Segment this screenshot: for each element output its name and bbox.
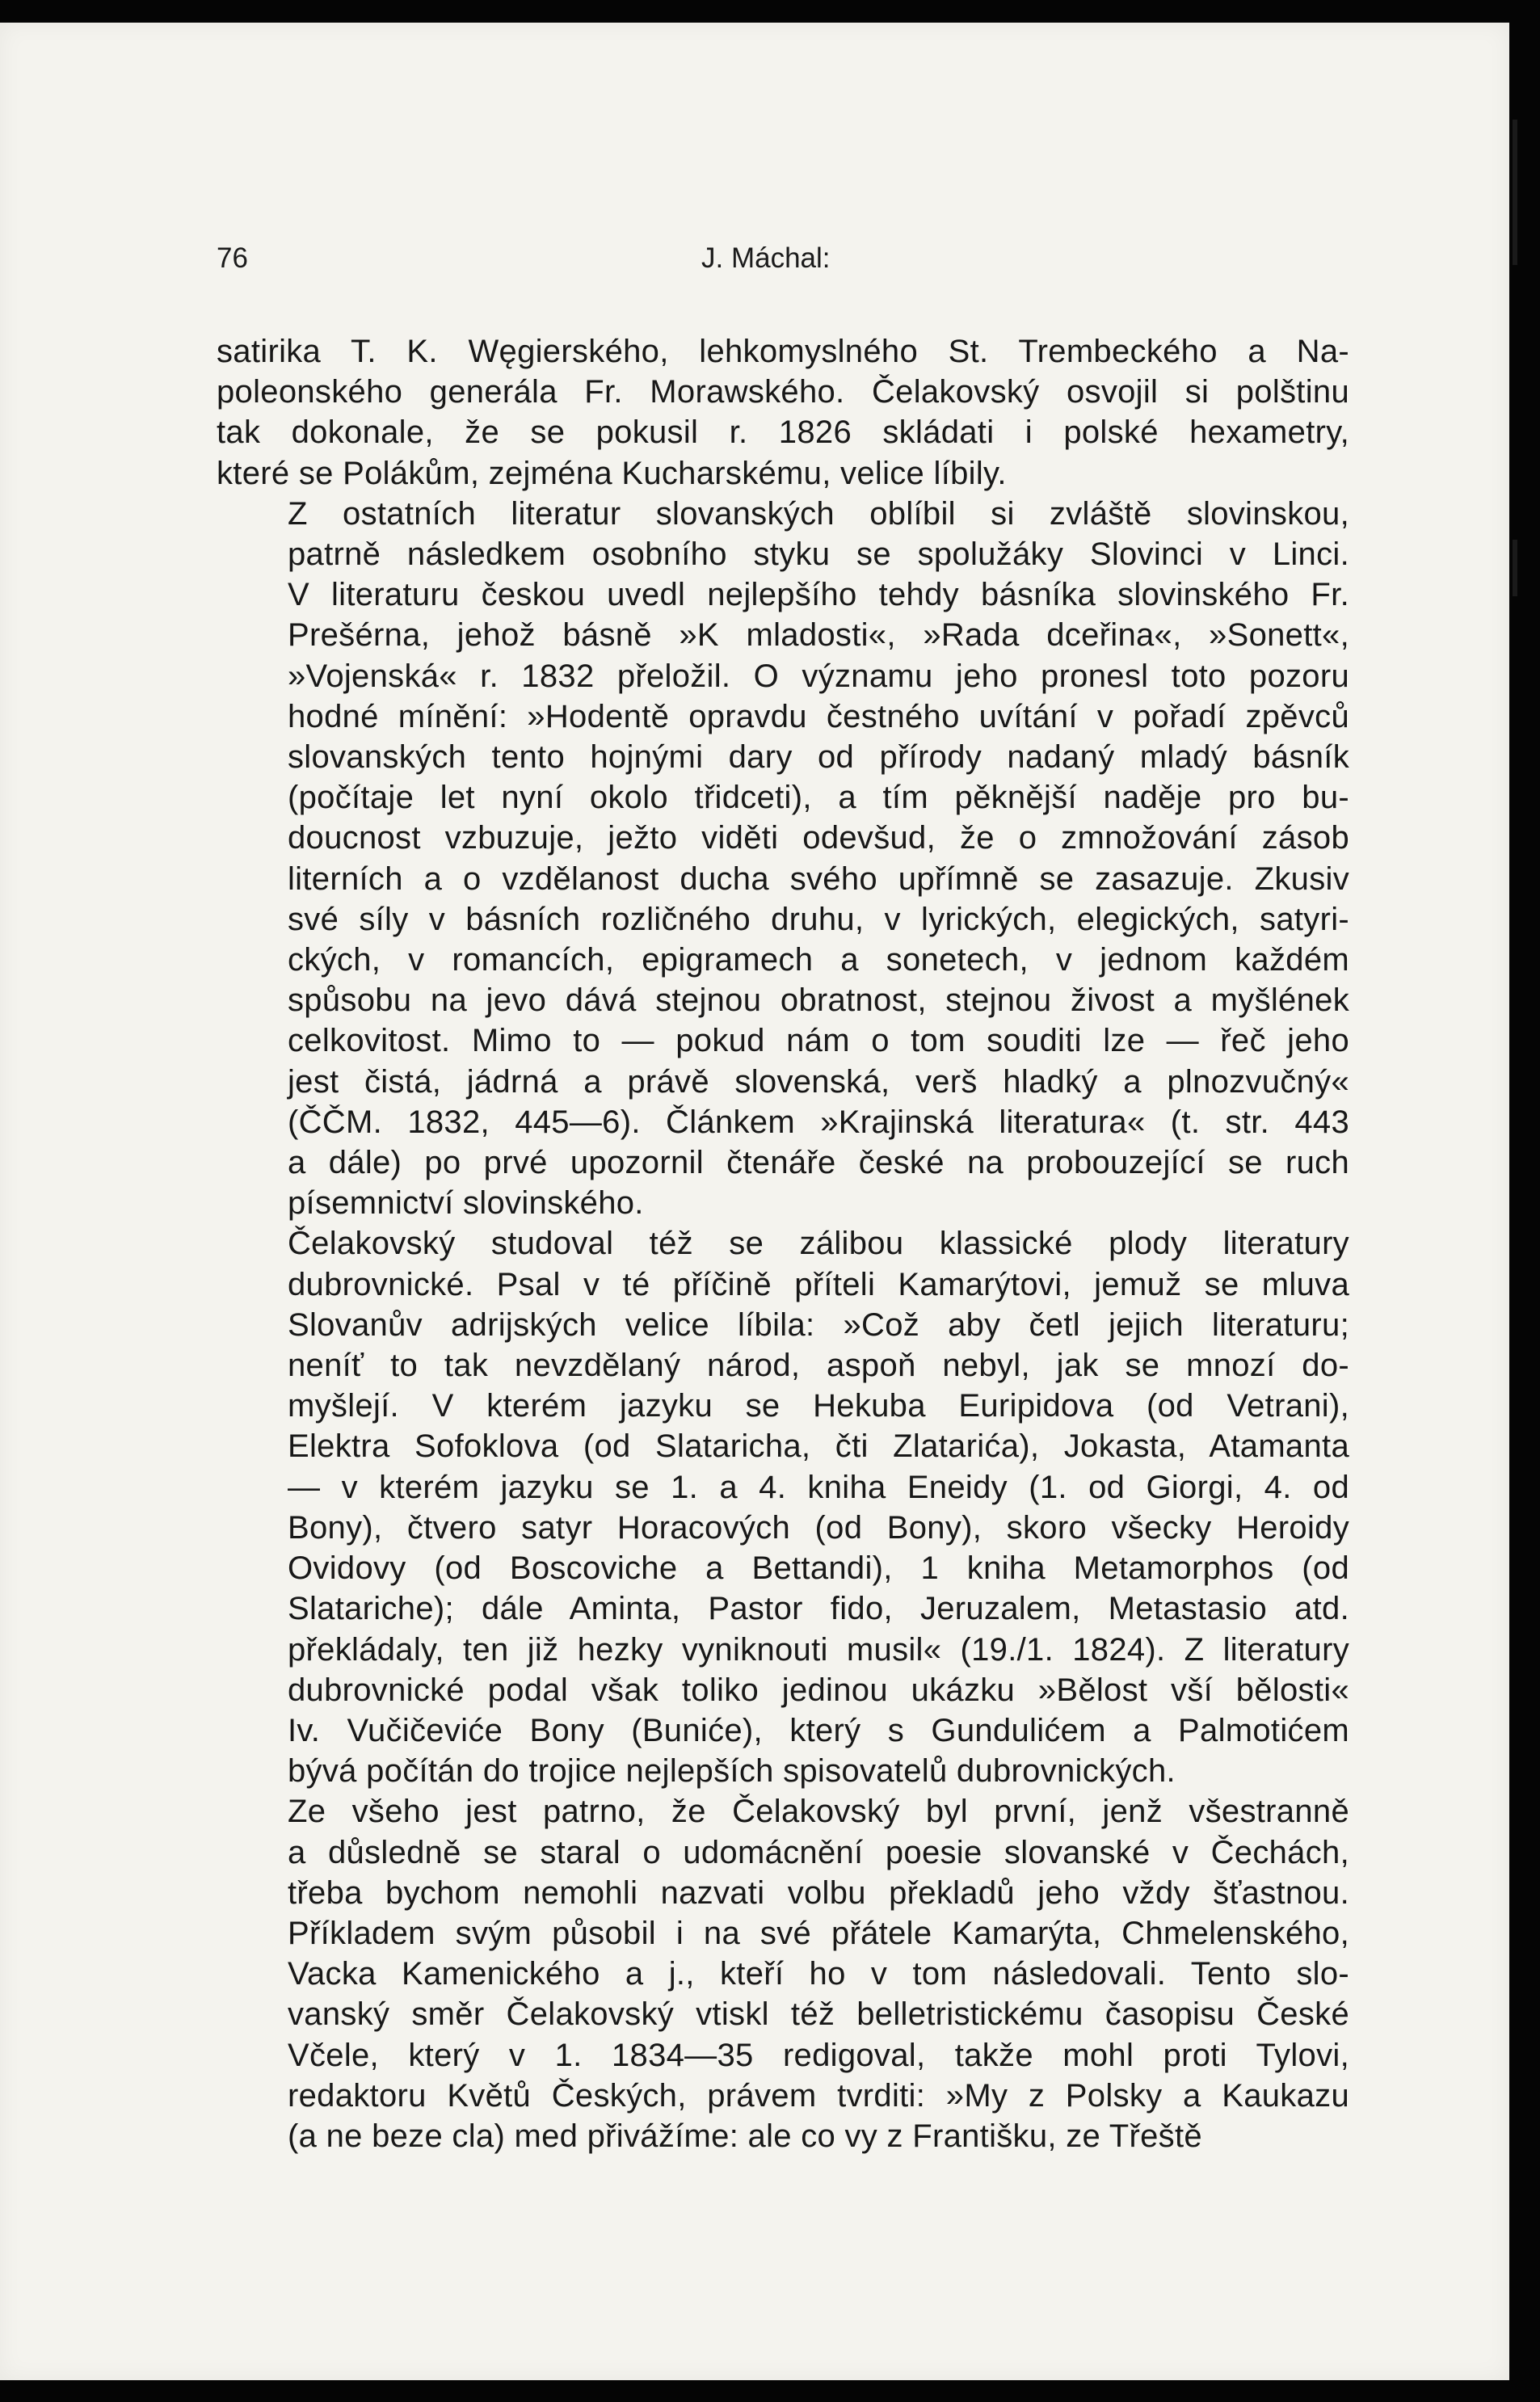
text-line: Příkladem svým působil i na své přátele Kamarýta, Chmelenského, (288, 1915, 1349, 1951)
text-line: myšlejí. V kterém jazyku se Hekuba Euripidova (od Vetrani), (288, 1388, 1349, 1424)
text-line: Vacka Kamenického a j., kteří ho v tom následovali. Tento slo- (288, 1956, 1349, 1992)
text-line: Elektra Sofoklova (od Slataricha, čti Zlatarića), Jokasta, Atamanta (288, 1428, 1349, 1465)
text-line: poleonského generála Fr. Morawského. Čelakovský osvojil si polštinu (217, 374, 1349, 410)
text-line: tak dokonale, že se pokusil r. 1826 skládati i polské hexametry, (217, 414, 1349, 451)
text-line: Iv. Vučičeviće Bony (Buniće), který s Gundulićem a Palmotićem (288, 1712, 1349, 1748)
book-page (0, 23, 1509, 2380)
page-number: 76 (217, 242, 248, 274)
text-line: hodné mínění: »Hodentě opravdu čestného uvítání v pořadí zpěvců (288, 698, 1349, 734)
text-line: Včele, který v 1. 1834—35 redigoval, takže mohl proti Tylovi, (288, 2037, 1349, 2073)
page-edge-shadow (1513, 120, 1517, 265)
page-edge-shadow (1513, 540, 1517, 596)
paragraph (217, 331, 1349, 494)
text-line: dubrovnické podal však toliko jedinou ukázku »Bělost vší bělosti« (288, 1672, 1349, 1708)
text-line: — v kterém jazyku se 1. a 4. kniha Eneidy (1. od Giorgi, 4. od (288, 1469, 1349, 1505)
text-line: literních a o vzdělanost ducha svého upřímně se zasazuje. Zkusiv (288, 860, 1349, 897)
body-text (217, 331, 1349, 2156)
text-line: celkovitost. Mimo to — pokud nám o tom souditi lze — řeč jeho (288, 1023, 1349, 1059)
text-line: spůsobu na jevo dává stejnou obratnost, stejnou živost a myšlének (288, 982, 1349, 1019)
text-line: které se Polákům, zejména Kucharskému, velice líbily. (217, 455, 1007, 491)
running-head: J. Máchal: (701, 242, 831, 274)
text-line: Čelakovský studoval též se zálibou klassické plody literatury (288, 1226, 1349, 1262)
text-line: redaktoru Květů Českých, právem tvrditi: »My z Polsky a Kaukazu (288, 2077, 1349, 2114)
text-line: dubrovnické. Psal v té příčině příteli Kamarýtovi, jemuž se mluva (288, 1266, 1349, 1302)
text-line: Bony), čtvero satyr Horacových (od Bony), skoro všecky Heroidy (288, 1509, 1349, 1546)
text-line: doucnost vzbuzuje, ježto viděti odevšud, že o zmnožování zásob (288, 820, 1349, 856)
text-line: Slatariche); dále Aminta, Pastor fido, Jeruzalem, Metastasio atd. (288, 1591, 1349, 1627)
text-line: třeba bychom nemohli nazvati volbu překladů jeho vždy šťastnou. (288, 1874, 1349, 1911)
text-line: překládaly, ten již hezky vyniknouti musil« (19./1. 1824). Z literatury (288, 1631, 1349, 1668)
text-line: patrně následkem osobního styku se spolužáky Slovinci v Linci. (288, 536, 1349, 573)
text-line: »Vojenská« r. 1832 přeložil. O významu jeho pronesl toto pozoru (288, 658, 1349, 694)
text-line: Ze všeho jest patrno, že Čelakovský byl první, jenž všestranně (288, 1794, 1349, 1830)
text-line: V literaturu českou uvedl nejlepšího tehdy básníka slovinského Fr. (288, 577, 1349, 613)
text-line: jest čistá, jádrná a právě slovenská, verš hladký a plnozvučný« (288, 1063, 1349, 1100)
paragraph (217, 1791, 1349, 2156)
page-header (217, 242, 1348, 291)
text-line: a dále) po prvé upozornil čtenáře české na probouzející se ruch (288, 1145, 1349, 1181)
text-line: své síly v básních rozličného druhu, v lyrických, elegických, satyri- (288, 901, 1349, 937)
text-line: Ovidovy (od Boscoviche a Bettandi), 1 kniha Metamorphos (od (288, 1550, 1349, 1587)
paragraph (217, 494, 1349, 1224)
text-line: Prešérna, jehož básně »K mladosti«, »Rada dceřina«, »Sonett«, (288, 617, 1349, 654)
paragraph (217, 1223, 1349, 1791)
text-line: (a ne beze cla) med přivážíme: ale co vy z Františku, ze Třeště (288, 2118, 1202, 2154)
text-line: Z ostatních literatur slovanských oblíbil si zvláště slovinskou, (288, 495, 1349, 532)
text-line: ckých, v romancích, epigramech a sonetech, v jednom každém (288, 942, 1349, 978)
text-line: neníť to tak nevzdělaný národ, aspoň nebyl, jak se mnozí do- (288, 1348, 1349, 1384)
text-line: bývá počítán do trojice nejlepších spisovatelů dubrovnických. (288, 1753, 1176, 1790)
text-line: (ČČM. 1832, 445—6). Článkem »Krajinská literatura« (t. str. 443 (288, 1104, 1349, 1140)
text-line: satirika T. K. Węgierského, lehkomyslného St. Trembeckého a Na- (217, 334, 1349, 369)
text-line: vanský směr Čelakovský vtiskl též belletristickému časopisu České (288, 1996, 1349, 2033)
text-line: slovanských tento hojnými dary od přírody nadaný mladý básník (288, 739, 1349, 776)
text-line: a důsledně se staral o udomácnění poesie slovanské v Čechách, (288, 1834, 1349, 1870)
text-line: (počítaje let nyní okolo třidceti), a tím pěknější naděje pro bu- (288, 780, 1349, 816)
text-line: Slovanův adrijských velice líbila: »Což aby četl jejich literaturu; (288, 1306, 1349, 1343)
text-line: písemnictví slovinského. (288, 1185, 644, 1222)
